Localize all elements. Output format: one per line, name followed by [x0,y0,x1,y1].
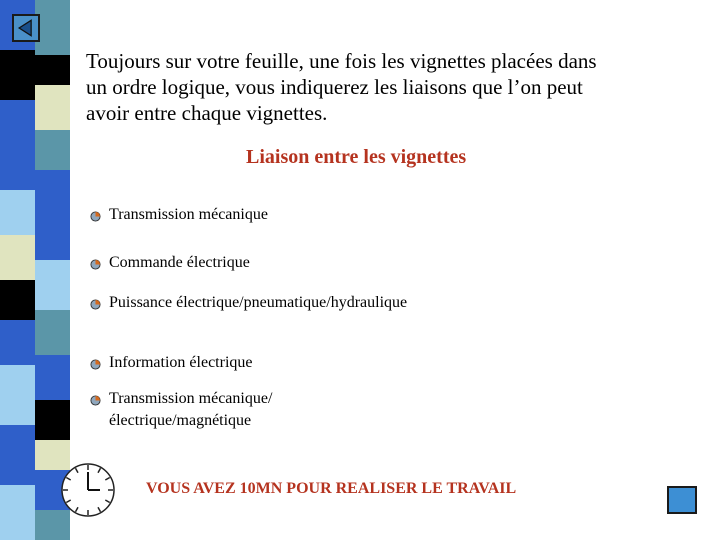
bullet-dot-icon [90,211,101,222]
bullet-dot-icon [90,259,101,270]
list-item-label: Puissance électrique/pneumatique/hydraulique [109,294,408,311]
decorative-stripe [0,0,70,540]
intro-text: Toujours sur votre feuille, une fois les vignettes placées dans un ordre logique, vous indiquerez les liaisons que l’on peut avoir entre chaque vignettes. [86,49,597,125]
section-subtitle: Liaison entre les vignettes [246,146,467,168]
clock-icon [60,462,116,518]
bullet-dot-icon [90,299,101,310]
list-item-label: Transmission mécanique/électrique/magnétique [109,390,273,429]
back-button[interactable] [12,14,40,42]
list-item-label: Commande électrique [109,254,250,271]
time-limit-message: VOUS AVEZ 10MN POUR REALISER LE TRAVAIL [146,480,517,497]
back-arrow-icon [14,16,38,40]
bullet-dot-icon [90,395,101,406]
list-item-label: Transmission mécanique [109,206,268,223]
list-item-label: Information électrique [109,354,253,371]
bullet-dot-icon [90,359,101,370]
next-button[interactable] [667,486,697,514]
